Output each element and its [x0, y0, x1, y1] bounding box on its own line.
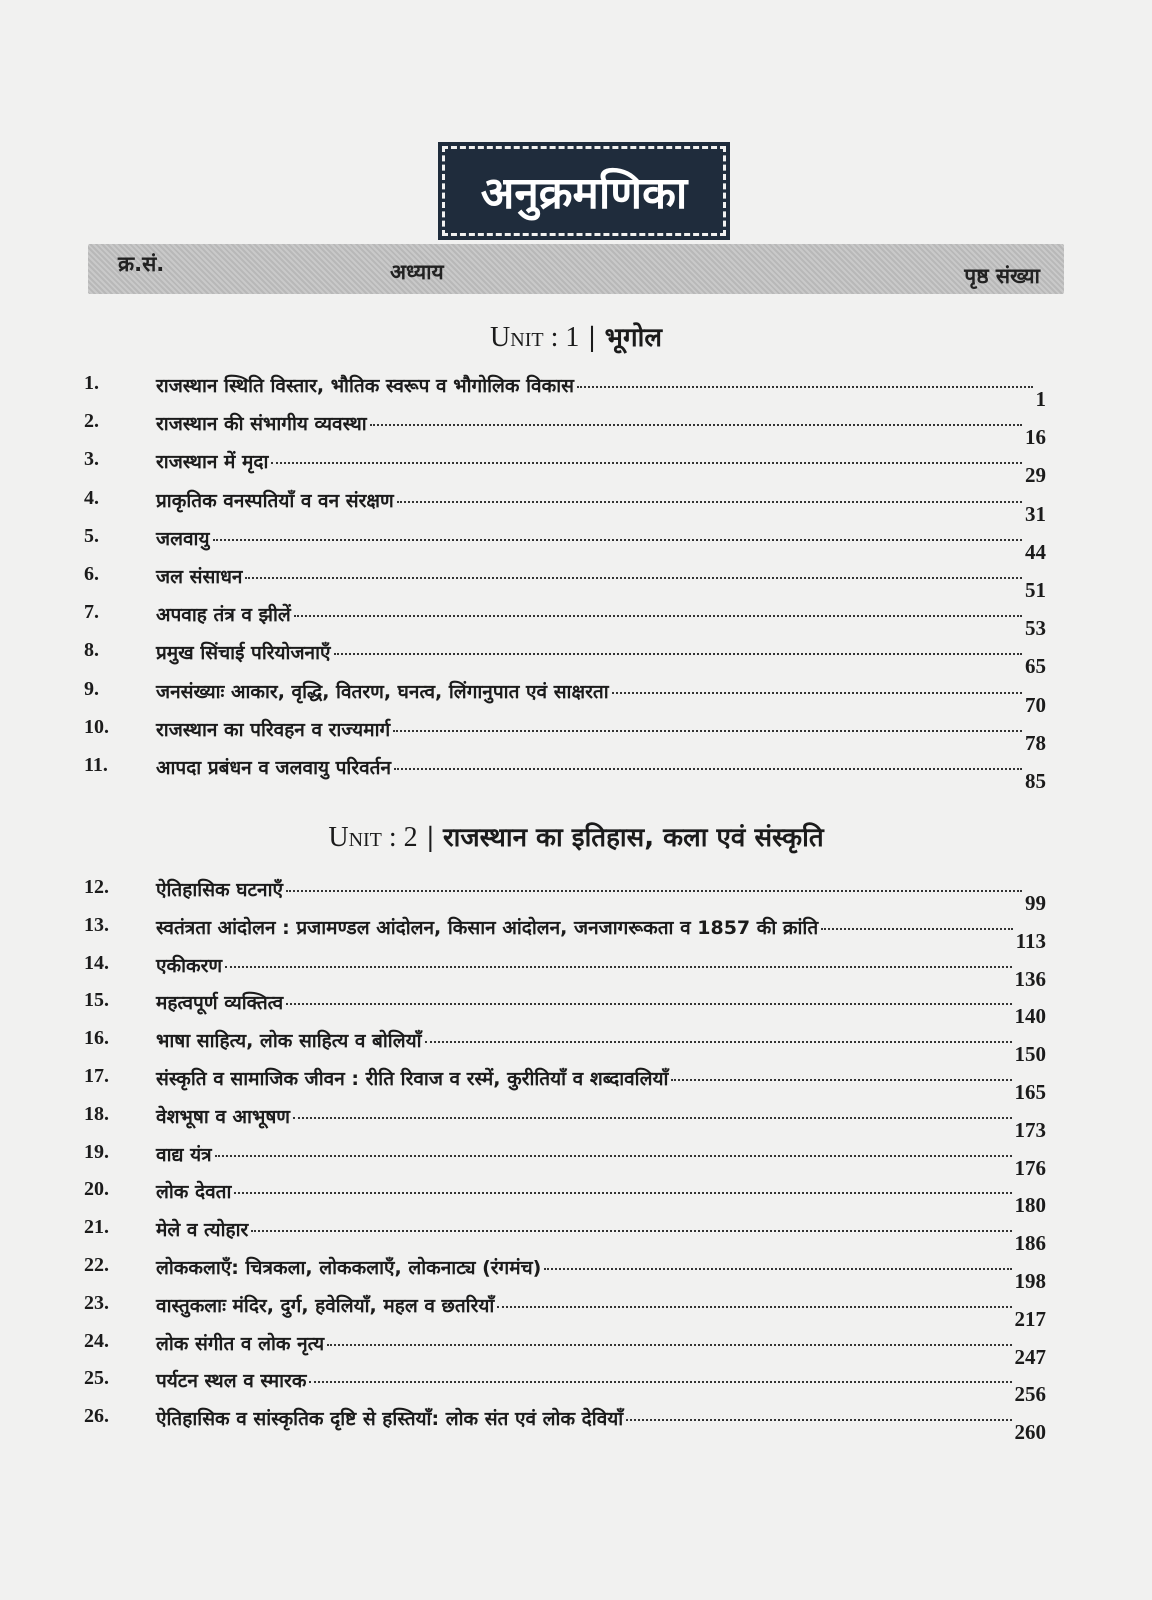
toc-row — [84, 1027, 1046, 1067]
unit-heading-2 — [0, 818, 1152, 854]
chapter-number: 17. — [84, 1065, 109, 1087]
toc-row — [84, 913, 1046, 953]
chapter-number: 11. — [84, 754, 108, 776]
toc-row — [84, 524, 1046, 564]
chapter-title: जनसंख्याः आकार, वृद्धि, वितरण, घनत्व, लिंगानुपात एवं साक्षरता — [156, 680, 609, 703]
page-number: 198 — [1014, 1269, 1046, 1293]
chapter-line — [156, 678, 1046, 717]
chapter-title: ऐतिहासिक घटनाएँ — [156, 879, 284, 901]
toc-row — [84, 876, 1046, 915]
chapter-title: राजस्थान में मृदा — [156, 451, 269, 474]
chapter-number: 13. — [84, 913, 109, 936]
chapter-title: लोककलाएँ: चित्रकला, लोककलाएँ, लोकनाट्य (रंगमंच) — [156, 1257, 542, 1279]
header-serial: क्र.सं. — [118, 252, 165, 276]
dot-leader — [271, 462, 1022, 464]
chapter-number: 10. — [84, 715, 109, 738]
chapter-number: 23. — [84, 1291, 109, 1314]
chapter-number: 7. — [84, 601, 99, 624]
chapter-number: 22. — [84, 1254, 109, 1276]
chapter-number: 1. — [84, 372, 99, 394]
chapter-line — [156, 1141, 1046, 1180]
dot-leader — [393, 730, 1022, 732]
toc-row — [84, 1065, 1046, 1104]
dot-leader — [671, 1079, 1011, 1081]
chapter-number: 25. — [84, 1367, 109, 1390]
page-number: 70 — [1025, 692, 1046, 717]
page-number: 176 — [1014, 1155, 1046, 1180]
chapter-line — [156, 1216, 1046, 1256]
chapter-line — [156, 1330, 1046, 1369]
toc-row — [84, 601, 1046, 641]
chapter-line — [156, 487, 1046, 526]
chapter-number: 8. — [84, 639, 99, 662]
dot-leader — [225, 966, 1011, 968]
page-number: 180 — [1014, 1193, 1046, 1218]
chapter-title: संस्कृति व सामाजिक जीवन : रीति रिवाज व रस्में, कुरीतियाँ व शब्दावलियाँ — [156, 1068, 669, 1090]
chapter-line — [156, 601, 1046, 641]
toc-row — [84, 410, 1046, 450]
chapter-line — [156, 1254, 1046, 1293]
toc-row — [84, 486, 1046, 526]
chapter-title: वास्तुकलाः मंदिर, दुर्ग, हवेलियाँ, महल व छतरियाँ — [156, 1294, 495, 1317]
unit-separator: | — [587, 323, 605, 353]
dot-leader — [497, 1306, 1011, 1308]
toc-row — [84, 1329, 1046, 1369]
page-number: 29 — [1025, 463, 1046, 488]
header-chapter: अध्याय — [390, 260, 444, 284]
chapter-title: भाषा साहित्य, लोक साहित्य व बोलियाँ — [156, 1030, 422, 1053]
page-number: 85 — [1025, 769, 1046, 793]
page-number: 44 — [1025, 539, 1046, 564]
dot-leader — [286, 1003, 1011, 1005]
page-number: 51 — [1025, 578, 1046, 602]
chapter-line — [156, 639, 1046, 679]
unit-heading-1 — [0, 318, 1152, 354]
dot-leader — [544, 1268, 1011, 1270]
toc-row — [84, 677, 1046, 717]
dot-leader — [612, 692, 1022, 694]
page-title-stamp — [442, 146, 726, 236]
chapter-line — [156, 525, 1046, 564]
chapter-number: 19. — [84, 1140, 109, 1163]
toc-row — [84, 715, 1046, 755]
dot-leader — [293, 1117, 1011, 1119]
dot-leader — [821, 928, 1012, 930]
header-page: पृष्ठ संख्या — [964, 264, 1040, 288]
chapter-number: 21. — [84, 1216, 109, 1239]
chapter-line — [156, 410, 1046, 450]
page-number: 53 — [1025, 616, 1046, 641]
chapter-line — [156, 876, 1046, 915]
chapter-line — [156, 563, 1046, 602]
page-number: 173 — [1014, 1117, 1046, 1142]
dot-leader — [327, 1344, 1011, 1346]
chapter-number: 9. — [84, 677, 99, 700]
chapter-line — [156, 372, 1046, 411]
unit-separator: | — [425, 823, 443, 853]
page-number: 99 — [1025, 891, 1046, 915]
toc-row — [84, 1102, 1046, 1142]
chapter-number: 14. — [84, 951, 109, 974]
toc-row — [84, 1405, 1046, 1445]
dot-leader — [309, 1381, 1011, 1383]
unit-name: भूगोल — [604, 323, 662, 353]
chapter-title: राजस्थान की संभागीय व्यवस्था — [156, 413, 367, 436]
chapter-number: 2. — [84, 410, 99, 433]
page-title: अनुक्रमणिका — [480, 168, 688, 219]
toc-row — [84, 1178, 1046, 1218]
chapter-number: 24. — [84, 1329, 109, 1352]
toc-row — [84, 372, 1046, 411]
unit-label: Unit : 1 — [490, 322, 580, 353]
chapter-number: 26. — [84, 1405, 109, 1428]
page-number: 186 — [1014, 1231, 1046, 1256]
chapter-title: अपवाह तंत्र व झीलें — [156, 604, 291, 627]
chapter-line — [156, 1065, 1046, 1104]
chapter-title: वाद्य यंत्र — [156, 1143, 212, 1166]
dot-leader — [397, 501, 1022, 503]
chapter-number: 4. — [84, 486, 99, 509]
toc-row — [84, 1140, 1046, 1180]
chapter-line — [156, 1292, 1046, 1331]
chapter-number: 15. — [84, 989, 109, 1012]
page-number: 16 — [1025, 425, 1046, 450]
dot-leader — [215, 1155, 1012, 1157]
chapter-line — [156, 1103, 1046, 1142]
chapter-title: स्वतंत्रता आंदोलन : प्रजामण्डल आंदोलन, किसान आंदोलन, जनजागरूकता व 1857 की क्रांति — [156, 916, 819, 939]
toc-row — [84, 448, 1046, 488]
dot-leader — [286, 890, 1022, 892]
chapter-number: 16. — [84, 1027, 109, 1050]
toc-row — [84, 1291, 1046, 1331]
toc-row — [84, 754, 1046, 793]
chapter-line — [156, 754, 1046, 793]
chapter-number: 6. — [84, 563, 99, 585]
chapter-line — [156, 1405, 1046, 1445]
page-number: 260 — [1014, 1420, 1046, 1445]
page-number: 113 — [1015, 928, 1046, 953]
toc-row — [84, 989, 1046, 1029]
chapter-line — [156, 448, 1046, 488]
page-number: 136 — [1014, 966, 1046, 991]
page-number: 31 — [1025, 501, 1046, 526]
toc-row — [84, 1367, 1046, 1407]
chapter-line — [156, 716, 1046, 755]
chapter-number: 18. — [84, 1102, 109, 1125]
chapter-title: राजस्थान स्थिति विस्तार, भौतिक स्वरूप व भौगोलिक विकास — [156, 375, 574, 397]
chapter-title: प्राकृतिक वनस्पतियाँ व वन संरक्षण — [156, 489, 394, 512]
chapter-title: वेशभूषा व आभूषण — [156, 1105, 291, 1128]
chapter-title: जलवायु — [156, 527, 210, 550]
page-number: 1 — [1035, 387, 1046, 411]
toc-row — [84, 639, 1046, 679]
dot-leader — [394, 768, 1022, 770]
chapter-title: प्रमुख सिंचाई परियोजनाएँ — [156, 642, 331, 665]
dot-leader — [213, 539, 1023, 541]
page-number: 217 — [1014, 1306, 1046, 1331]
dot-leader — [294, 615, 1022, 617]
chapter-line — [156, 952, 1046, 991]
chapter-line — [156, 1178, 1046, 1218]
toc-row — [84, 951, 1046, 991]
unit-label: Unit : 2 — [328, 822, 418, 853]
chapter-number: 3. — [84, 448, 99, 471]
chapter-title: पर्यटन स्थल व स्मारक — [156, 1370, 307, 1393]
page-number: 256 — [1014, 1382, 1046, 1407]
chapter-number: 20. — [84, 1178, 109, 1201]
toc-row — [84, 1216, 1046, 1256]
dot-leader — [245, 577, 1022, 579]
toc-row — [84, 1254, 1046, 1293]
page-number: 140 — [1014, 1004, 1046, 1029]
page-number: 247 — [1014, 1344, 1046, 1369]
table-header — [88, 244, 1064, 294]
page-number: 78 — [1025, 730, 1046, 755]
dot-leader — [251, 1230, 1011, 1232]
chapter-line — [156, 1027, 1046, 1067]
chapter-title: लोक देवता — [156, 1181, 232, 1204]
chapter-title: जल संसाधन — [156, 566, 243, 588]
chapter-number: 5. — [84, 524, 99, 547]
dot-leader — [234, 1192, 1011, 1194]
chapter-title: एकीकरण — [156, 954, 223, 977]
unit-name: राजस्थान का इतिहास, कला एवं संस्कृति — [442, 823, 824, 853]
dot-leader — [626, 1419, 1011, 1421]
chapter-line — [156, 1367, 1046, 1407]
dot-leader — [334, 653, 1022, 655]
dot-leader — [577, 386, 1033, 388]
dot-leader — [425, 1041, 1012, 1043]
chapter-line — [156, 914, 1046, 953]
chapter-title: महत्वपूर्ण व्यक्तित्व — [156, 992, 284, 1015]
page-number: 165 — [1014, 1080, 1046, 1104]
dot-leader — [370, 424, 1022, 426]
chapter-title: ऐतिहासिक व सांस्कृतिक दृष्टि से हस्तियाँ: लोक संत एवं लोक देवियाँ — [156, 1408, 624, 1431]
chapter-number: 12. — [84, 876, 109, 898]
chapter-title: राजस्थान का परिवहन व राज्यमार्ग — [156, 718, 391, 741]
chapter-title: आपदा प्रबंधन व जलवायु परिवर्तन — [156, 757, 392, 779]
chapter-title: लोक संगीत व लोक नृत्य — [156, 1332, 325, 1355]
page-number: 150 — [1014, 1042, 1046, 1067]
chapter-line — [156, 989, 1046, 1029]
toc-row — [84, 563, 1046, 602]
chapter-title: मेले व त्योहार — [156, 1219, 249, 1242]
page-number: 65 — [1025, 654, 1046, 679]
